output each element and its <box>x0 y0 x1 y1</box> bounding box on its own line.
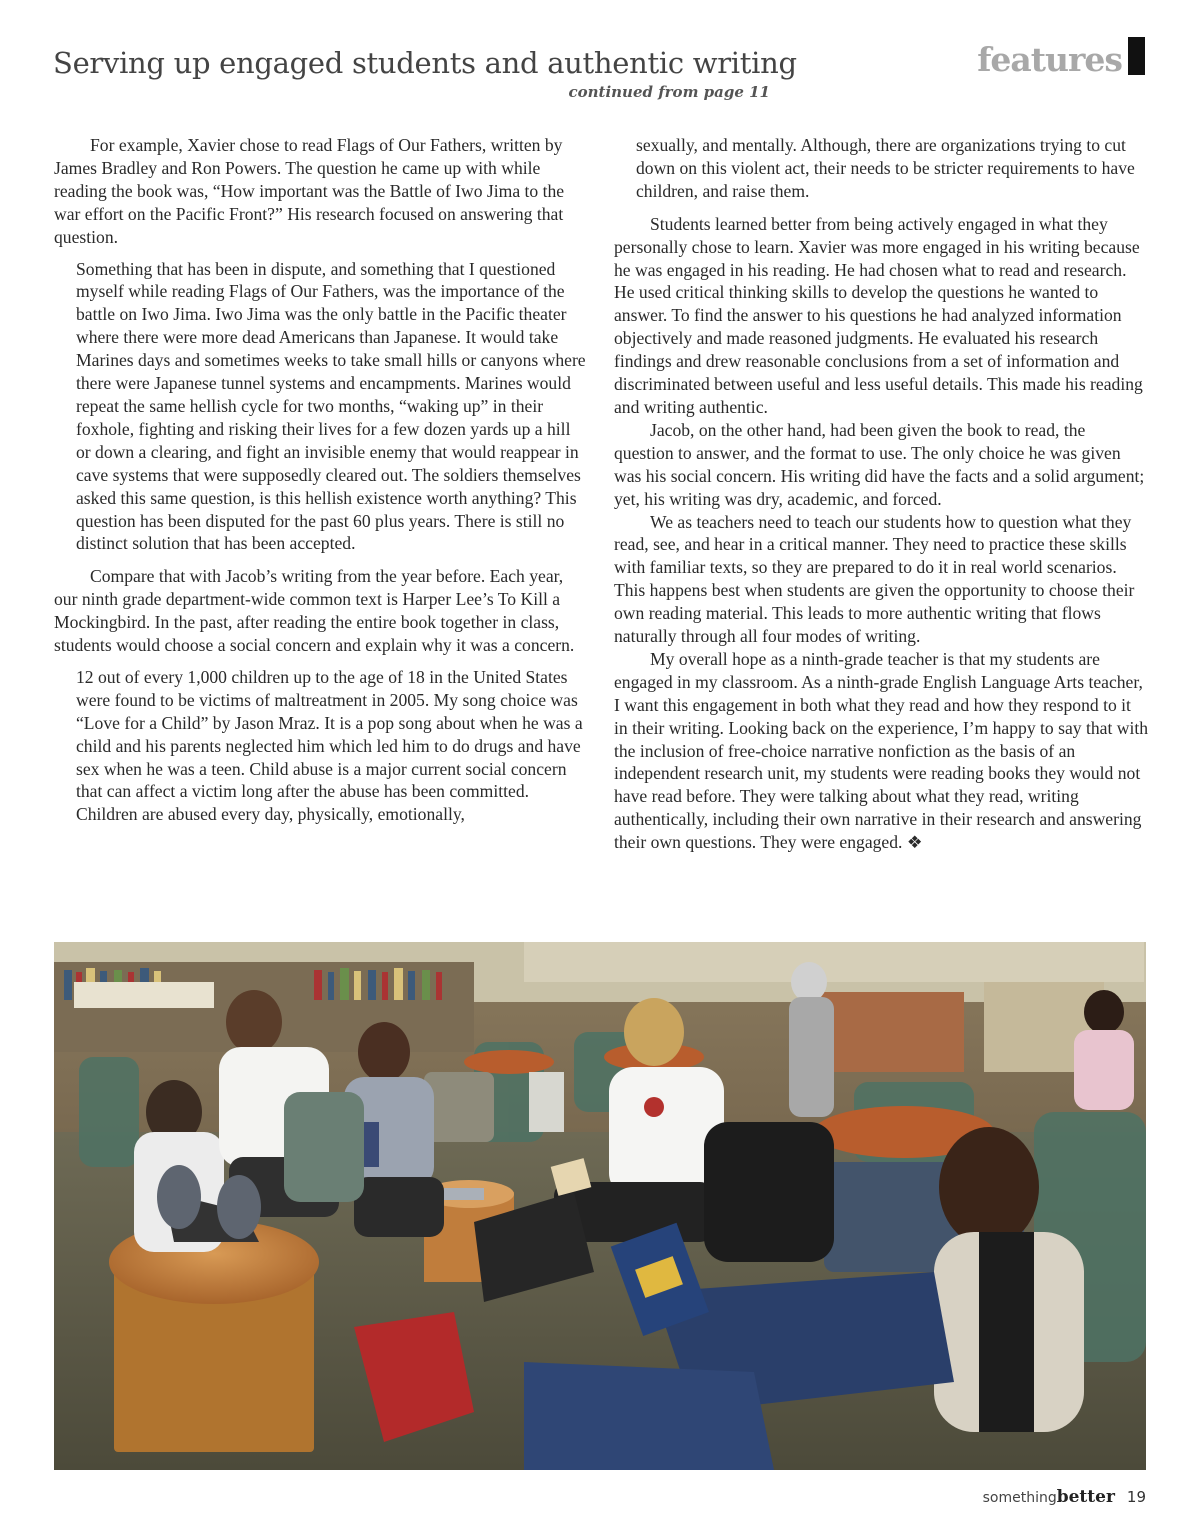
jacob-writing-excerpt-continued: sexually, and mentally. Although, there are organizations trying to cut down on this violent act, their needs to be stricter requirements to have children, and raise them. <box>636 135 1135 201</box>
section-marker-bar <box>1128 37 1145 75</box>
paragraph-overall-hope: My overall hope as a ninth-grade teacher is that my students are engaged in my classroom. As a ninth-grade English Language Arts teacher, I want this engagement in both what they read and how they respond to it in their writing. Looking back on the experience, I’m happy to say that with the inclusion of free-choice narrative nonfiction as the basis of an independent research unit, my students were reading books they would not have read before. They were talking about what they read, writing authentically, including their own narrative in their research and answering their own questions. They were engaged. ❖ <box>614 648 1149 853</box>
page-number: 19 <box>1126 1488 1146 1506</box>
continued-note: continued from page 11 <box>568 83 770 101</box>
paragraph-jacob-comparison: Compare that with Jacob’s writing from the year before. Each year, our ninth grade department-wide common text is Harper Lee’s To Kill a Mockingbird. In the past, after reading the entire book together in class, students would choose a social concern and explain why it was a concern. <box>54 566 575 656</box>
jacob-writing-excerpt: 12 out of every 1,000 children up to the age of 18 in the United States were found to be victims of maltreatment in 2005. My song choice was “Love for a Child” by Jason Mraz. It is a pop song about when he was a child and his parents neglected him which led him to do drugs and have sex when he was a teen. Child abuse is a major current social concern that can affect a victim long after the abuse has been committed. Children are abused every day, physically, emotionally, <box>76 666 583 825</box>
left-column <box>54 134 589 826</box>
paragraph-jacob-assignment: Jacob, on the other hand, had been given the book to read, the question to answer, and the format to use. The only choice he was given was his social concern. His writing did have the facts and a solid argument; yet, his writing was dry, academic, and forced. <box>614 419 1145 509</box>
right-column <box>614 134 1149 854</box>
page-footer <box>983 1487 1146 1507</box>
paragraph-teachers-question: We as teachers need to teach our students how to question what they read, see, and hear in a critical manner. They need to practice these skills with familiar texts, so they are prepared to do it in real world scenarios. This happens best when students are given the opportunity to choose their own reading material. This leads to more authentic writing that flows naturally through all four modes of writing. <box>614 511 1135 647</box>
section-label: features <box>977 40 1122 79</box>
footer-brand-light: something <box>982 1490 1057 1506</box>
footer-brand-bold: better <box>1056 1487 1115 1507</box>
article-title: Serving up engaged students and authentic writing <box>53 46 797 80</box>
xavier-writing-excerpt: Something that has been in dispute, and something that I questioned myself while reading Flags of Our Fathers, was the importance of the battle on Iwo Jima. Iwo Jima was the only battle in the Pacific theater where there were more dead Americans than Japanese. It would take Marines days and sometimes weeks to take small hills or canyons where there were Japanese tunnel systems and encampments. Marines would repeat the same hellish cycle for two months, “waking up” in their foxhole, fighting and risking their lives for a few dozen yards up a hill or down a clearing, and fight an invisible enemy that would reappear in cave systems that were supposedly cleared out. The soldiers themselves asked this same question, is this hellish existence worth anything? This question has been disputed for the past 60 plus years. There is still no distinct solution that has been accepted. <box>76 258 586 554</box>
paragraph-engagement: Students learned better from being actively engaged in what they personally chose to learn. Xavier was more engaged in his writing because he was engaged in his reading. He had chosen what to read and research. He used critical thinking skills to develop the questions he wanted to answer. To find the answer to his questions he had analyzed information objectively and made reasoned judgments. He evaluated his research findings and drew reasonable conclusions from a set of information and discriminated between useful and less useful details. This made his reading and writing authentic. <box>614 213 1143 417</box>
paragraph-xavier-example: For example, Xavier chose to read Flags of Our Fathers, written by James Bradley and Ron Powers. The question he came up with while reading the book was, “How important was the Battle of Iwo Jima to the war effort on the Pacific Front?” His research focused on answering that question. <box>54 135 565 247</box>
library-reading-photo <box>54 942 1146 1470</box>
